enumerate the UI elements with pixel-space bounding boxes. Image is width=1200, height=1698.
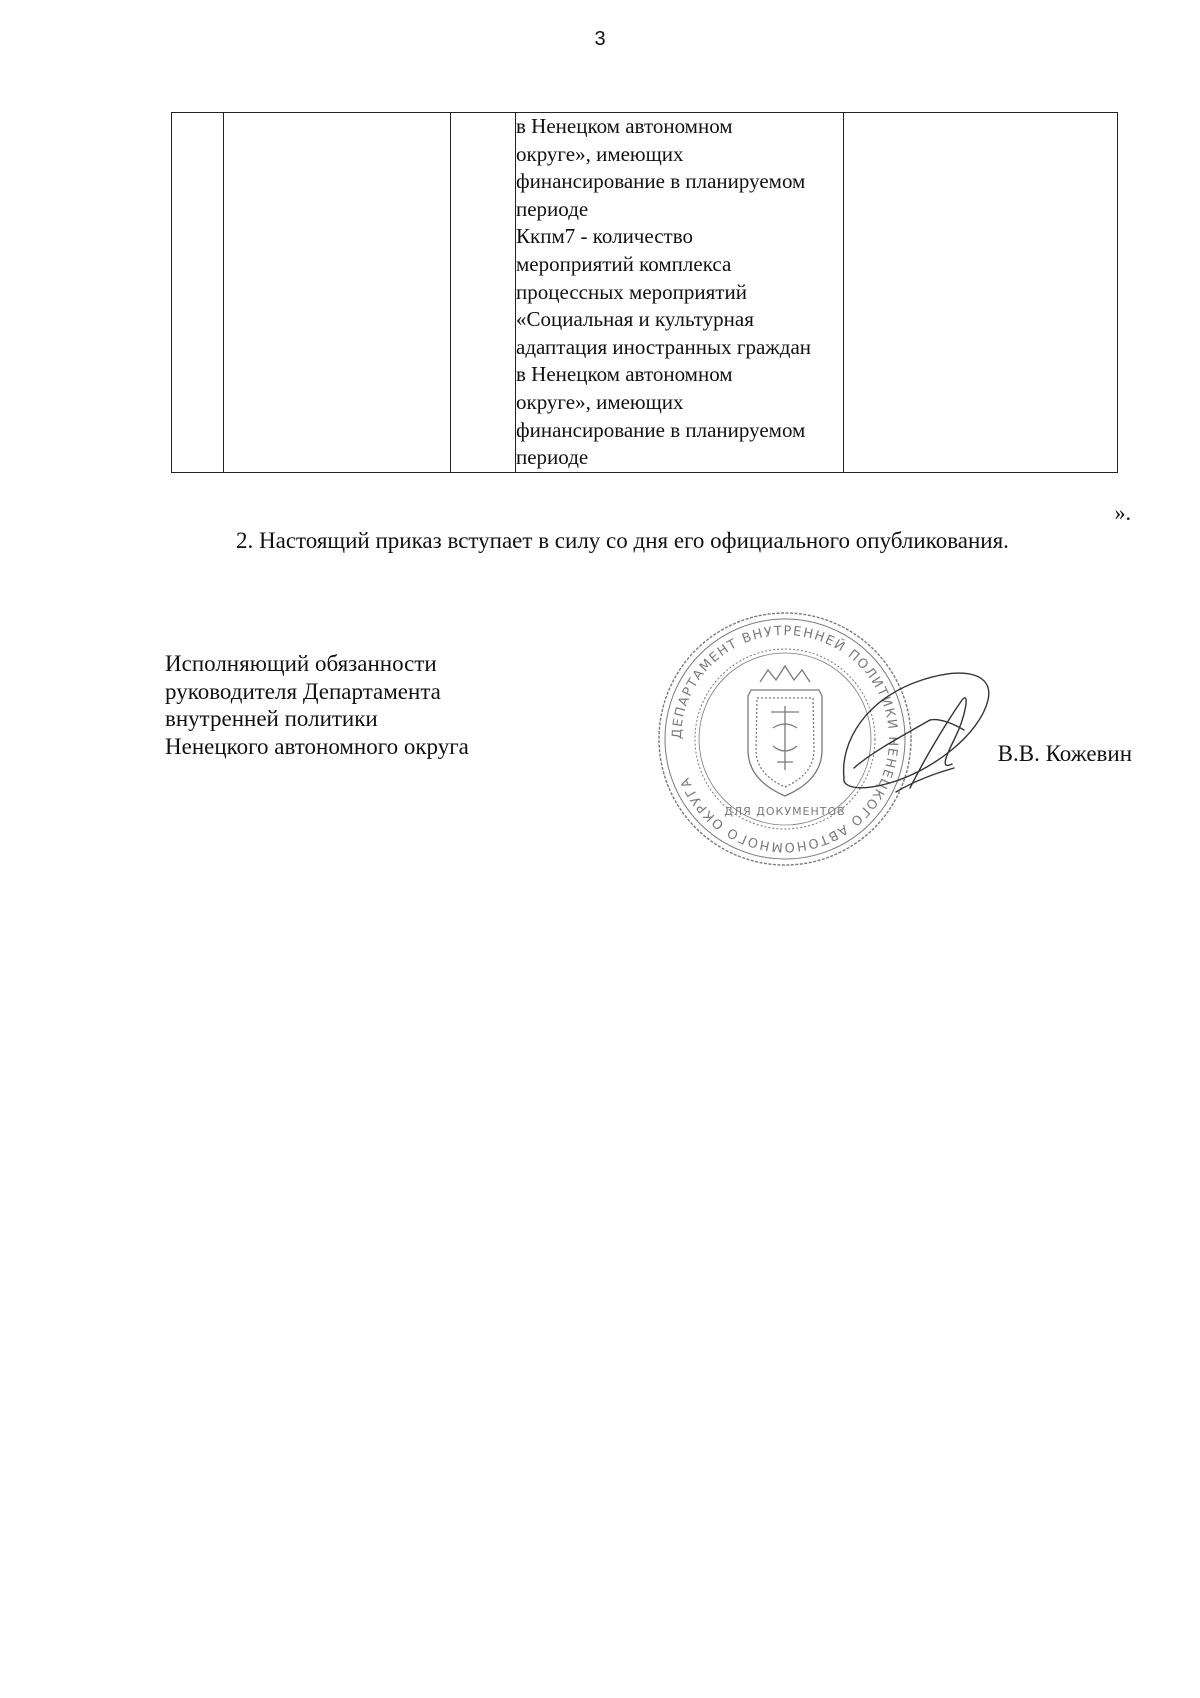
- cell-text-line: финансирование в планируемом: [516, 169, 806, 194]
- cell-text-line: в Ненецком автономном: [516, 114, 733, 138]
- page-number: 3: [594, 28, 606, 50]
- cell-text-line: периоде: [516, 196, 589, 221]
- svg-text:ДЛЯ ДОКУМЕНТОВ: ДЛЯ ДОКУМЕНТОВ: [724, 805, 846, 818]
- clause-effective-date: 2. Настоящий приказ вступает в силу со дня его официального опубликования.: [236, 528, 1009, 553]
- table-row: [172, 113, 1118, 473]
- cell-text-line: Ккпм7 - количество: [516, 224, 693, 249]
- cell-text-line: в Ненецком автономном: [516, 362, 733, 387]
- signature-icon: [836, 660, 1026, 810]
- cell-text-line: «Социальная и культурная: [516, 307, 754, 332]
- cell-text-line: мероприятий комплекса: [516, 251, 732, 276]
- table-cell-empty: [224, 113, 451, 473]
- handwritten-signature: [836, 660, 1026, 815]
- cell-text-line: округе», имеющих: [516, 141, 684, 166]
- cell-text-line: периоде: [516, 445, 589, 470]
- signer-position-line: руководителя Департамента: [165, 678, 441, 704]
- svg-text:ДЕПАРТАМЕНТ ВНУТРЕННЕЙ ПОЛИТИК: ДЕПАРТАМЕНТ ВНУТРЕННЕЙ ПОЛИТИКИ НЕНЕЦКОГО АВТОНОМНОГО ОКРУГА: [669, 623, 901, 855]
- signer-position: [165, 650, 469, 760]
- continued-table: [171, 112, 1118, 473]
- cell-text-line: округе», имеющих: [516, 389, 684, 414]
- cell-text-line: процессных мероприятий: [516, 279, 747, 304]
- table-cell-empty: [844, 113, 1118, 473]
- table-cell-empty: [172, 113, 224, 473]
- table-cell-calculation-text: [516, 113, 844, 473]
- cell-text-line: адаптация иностранных граждан: [516, 334, 812, 359]
- signer-position-line: Исполняющий обязанности: [165, 651, 437, 676]
- cell-text-line: финансирование в планируемом: [516, 417, 806, 442]
- table-cell-empty: [451, 113, 516, 473]
- signer-position-line: Ненецкого автономного округа: [165, 733, 469, 759]
- signer-name: В.В. Кожевин: [997, 741, 1132, 766]
- signer-position-line: внутренней политики: [165, 706, 378, 731]
- closing-quote: ».: [1114, 500, 1131, 525]
